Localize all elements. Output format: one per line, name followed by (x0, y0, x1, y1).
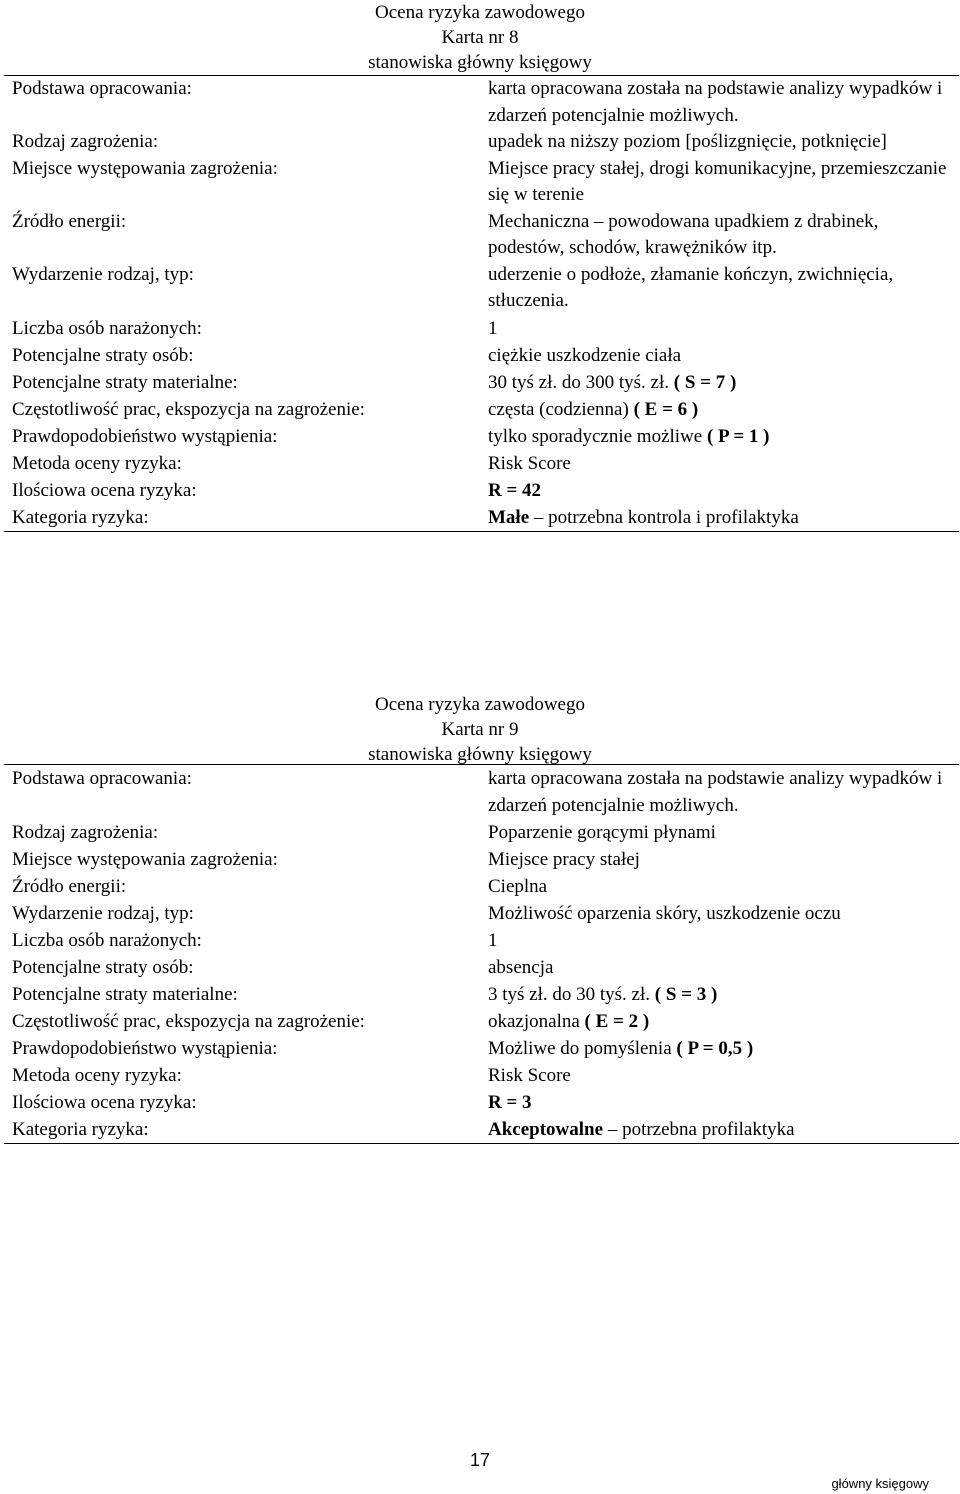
row-label: Potencjalne straty osób: (12, 957, 194, 978)
row-loss-material (4, 369, 959, 396)
row-probability (4, 423, 959, 450)
row-value (474, 396, 959, 423)
row-basis (4, 765, 959, 820)
severity-score: ( S = 7 ) (673, 371, 737, 393)
row-label: Częstotliwość prac, ekspozycja na zagrożenie: (12, 398, 365, 420)
value-text: – potrzebna kontrola i profilaktyka (533, 506, 799, 528)
row-value (474, 423, 959, 450)
row-probability (4, 1035, 959, 1062)
row-label: Częstotliwość prac, ekspozycja na zagrożenie: (12, 1011, 365, 1032)
row-label: Ilościowa ocena ryzyka: (12, 479, 197, 501)
value-text: okazjonalna (488, 1011, 580, 1032)
row-label: Kategoria ryzyka: (12, 1119, 149, 1140)
row-label: Potencjalne straty materialne: (12, 984, 238, 1005)
row-value: Risk Score (488, 1065, 571, 1086)
row-hazard (4, 129, 959, 156)
row-value: Możliwość oparzenia skóry, uszkodzenie oczu (488, 903, 841, 924)
row-label: Rodzaj zagrożenia: (12, 822, 159, 843)
row-quant (4, 477, 959, 504)
risk-card-8 (0, 0, 960, 528)
row-quant (4, 1089, 959, 1116)
card-number: Karta nr 9 (441, 719, 519, 740)
probability-score: ( P = 1 ) (706, 425, 770, 447)
risk-table (4, 764, 959, 1144)
row-value: karta opracowana została na podstawie analizy wypadków i zdarzeń potencjalnie możliwych. (474, 76, 959, 130)
row-exposed (4, 927, 959, 954)
row-value: ciężkie uszkodzenie ciała (488, 344, 682, 366)
severity-score: ( S = 3 ) (654, 984, 718, 1005)
row-value (474, 369, 959, 396)
row-value (474, 504, 959, 532)
card-position: stanowiska główny księgowy (368, 52, 592, 73)
row-basis (4, 76, 959, 130)
probability-score: ( P = 0,5 ) (676, 1038, 754, 1059)
row-label: Miejsce występowania zagrożenia: (12, 849, 278, 870)
row-label: Kategoria ryzyka: (12, 506, 149, 528)
row-label: Prawdopodobieństwo wystąpienia: (12, 1038, 278, 1059)
row-source (4, 873, 959, 900)
footer-note: główny księgowy (831, 1476, 929, 1491)
row-value (474, 1116, 959, 1144)
row-place (4, 846, 959, 873)
row-event (4, 900, 959, 927)
row-value: 1 (488, 930, 498, 951)
row-category (4, 504, 959, 532)
row-label: Liczba osób narażonych: (12, 930, 202, 951)
row-method (4, 1062, 959, 1089)
row-value: Poparzenie gorącymi płynami (488, 822, 716, 843)
row-label: Metoda oceny ryzyka: (12, 452, 182, 474)
row-value (474, 477, 959, 504)
row-loss-people (4, 954, 959, 981)
row-label: Wydarzenie rodzaj, typ: (12, 903, 194, 924)
row-label: Prawdopodobieństwo wystąpienia: (12, 425, 278, 447)
risk-table (4, 75, 959, 532)
card-position: stanowiska główny księgowy (368, 744, 592, 765)
row-value: Risk Score (488, 452, 571, 474)
row-value (474, 1035, 959, 1062)
card-number: Karta nr 8 (441, 27, 519, 48)
row-value: upadek na niższy poziom [poślizgnięcie, potknięcie] (488, 131, 887, 152)
row-label: Potencjalne straty materialne: (12, 371, 238, 393)
risk-score: R = 42 (488, 479, 542, 501)
row-value: 1 (488, 317, 498, 339)
row-place (4, 156, 959, 209)
value-text: częsta (codzienna) (488, 398, 629, 420)
row-label: Podstawa opracowania: (4, 765, 474, 820)
row-value (474, 1089, 959, 1116)
risk-card-9 (0, 692, 960, 1140)
row-value: uderzenie o podłoże, złamanie kończyn, zwichnięcia, stłuczenia. (488, 263, 894, 311)
row-label: Rodzaj zagrożenia: (12, 131, 159, 152)
row-value: Miejsce pracy stałej, drogi komunikacyjne, przemieszczanie się w terenie (488, 157, 947, 205)
row-category (4, 1116, 959, 1144)
exposure-score: ( E = 6 ) (633, 398, 699, 420)
row-label: Metoda oceny ryzyka: (12, 1065, 182, 1086)
row-frequency (4, 1008, 959, 1035)
risk-category: Akceptowalne (488, 1119, 604, 1140)
value-text: 30 tyś zł. do 300 tyś. zł. (488, 371, 670, 393)
row-value: karta opracowana została na podstawie analizy wypadków i zdarzeń potencjalnie możliwych. (474, 765, 959, 820)
row-event (4, 262, 959, 315)
row-value (474, 981, 959, 1008)
row-method (4, 450, 959, 477)
row-value (474, 1008, 959, 1035)
row-loss-people (4, 342, 959, 369)
row-hazard (4, 819, 959, 846)
row-label: Źródło energii: (12, 210, 127, 232)
row-value: Cieplna (488, 876, 548, 897)
row-label: Ilościowa ocena ryzyka: (12, 1092, 197, 1113)
value-text: Możliwe do pomyślenia (488, 1038, 672, 1059)
risk-score: R = 3 (488, 1092, 532, 1113)
row-exposed (4, 315, 959, 342)
row-label: Wydarzenie rodzaj, typ: (12, 263, 194, 285)
row-label: Podstawa opracowania: (4, 76, 474, 130)
row-value: Mechaniczna – powodowana upadkiem z drabinek, podestów, schodów, krawężników itp. (488, 210, 879, 258)
row-value: absencja (488, 957, 554, 978)
value-text: – potrzebna profilaktyka (607, 1119, 795, 1140)
card-title: Ocena ryzyka zawodowego (375, 694, 585, 715)
risk-category: Małe (488, 506, 530, 528)
exposure-score: ( E = 2 ) (584, 1011, 650, 1032)
row-source (4, 209, 959, 262)
row-label: Liczba osób narażonych: (12, 317, 202, 339)
row-label: Źródło energii: (12, 876, 127, 897)
row-label: Potencjalne straty osób: (12, 344, 194, 366)
value-text: tylko sporadycznie możliwe (488, 425, 703, 447)
row-label: Miejsce występowania zagrożenia: (12, 157, 278, 179)
row-frequency (4, 396, 959, 423)
page-number: 17 (469, 1450, 491, 1470)
card-title: Ocena ryzyka zawodowego (375, 2, 585, 23)
value-text: 3 tyś zł. do 30 tyś. zł. (488, 984, 651, 1005)
row-value: Miejsce pracy stałej (488, 849, 640, 870)
row-loss-material (4, 981, 959, 1008)
